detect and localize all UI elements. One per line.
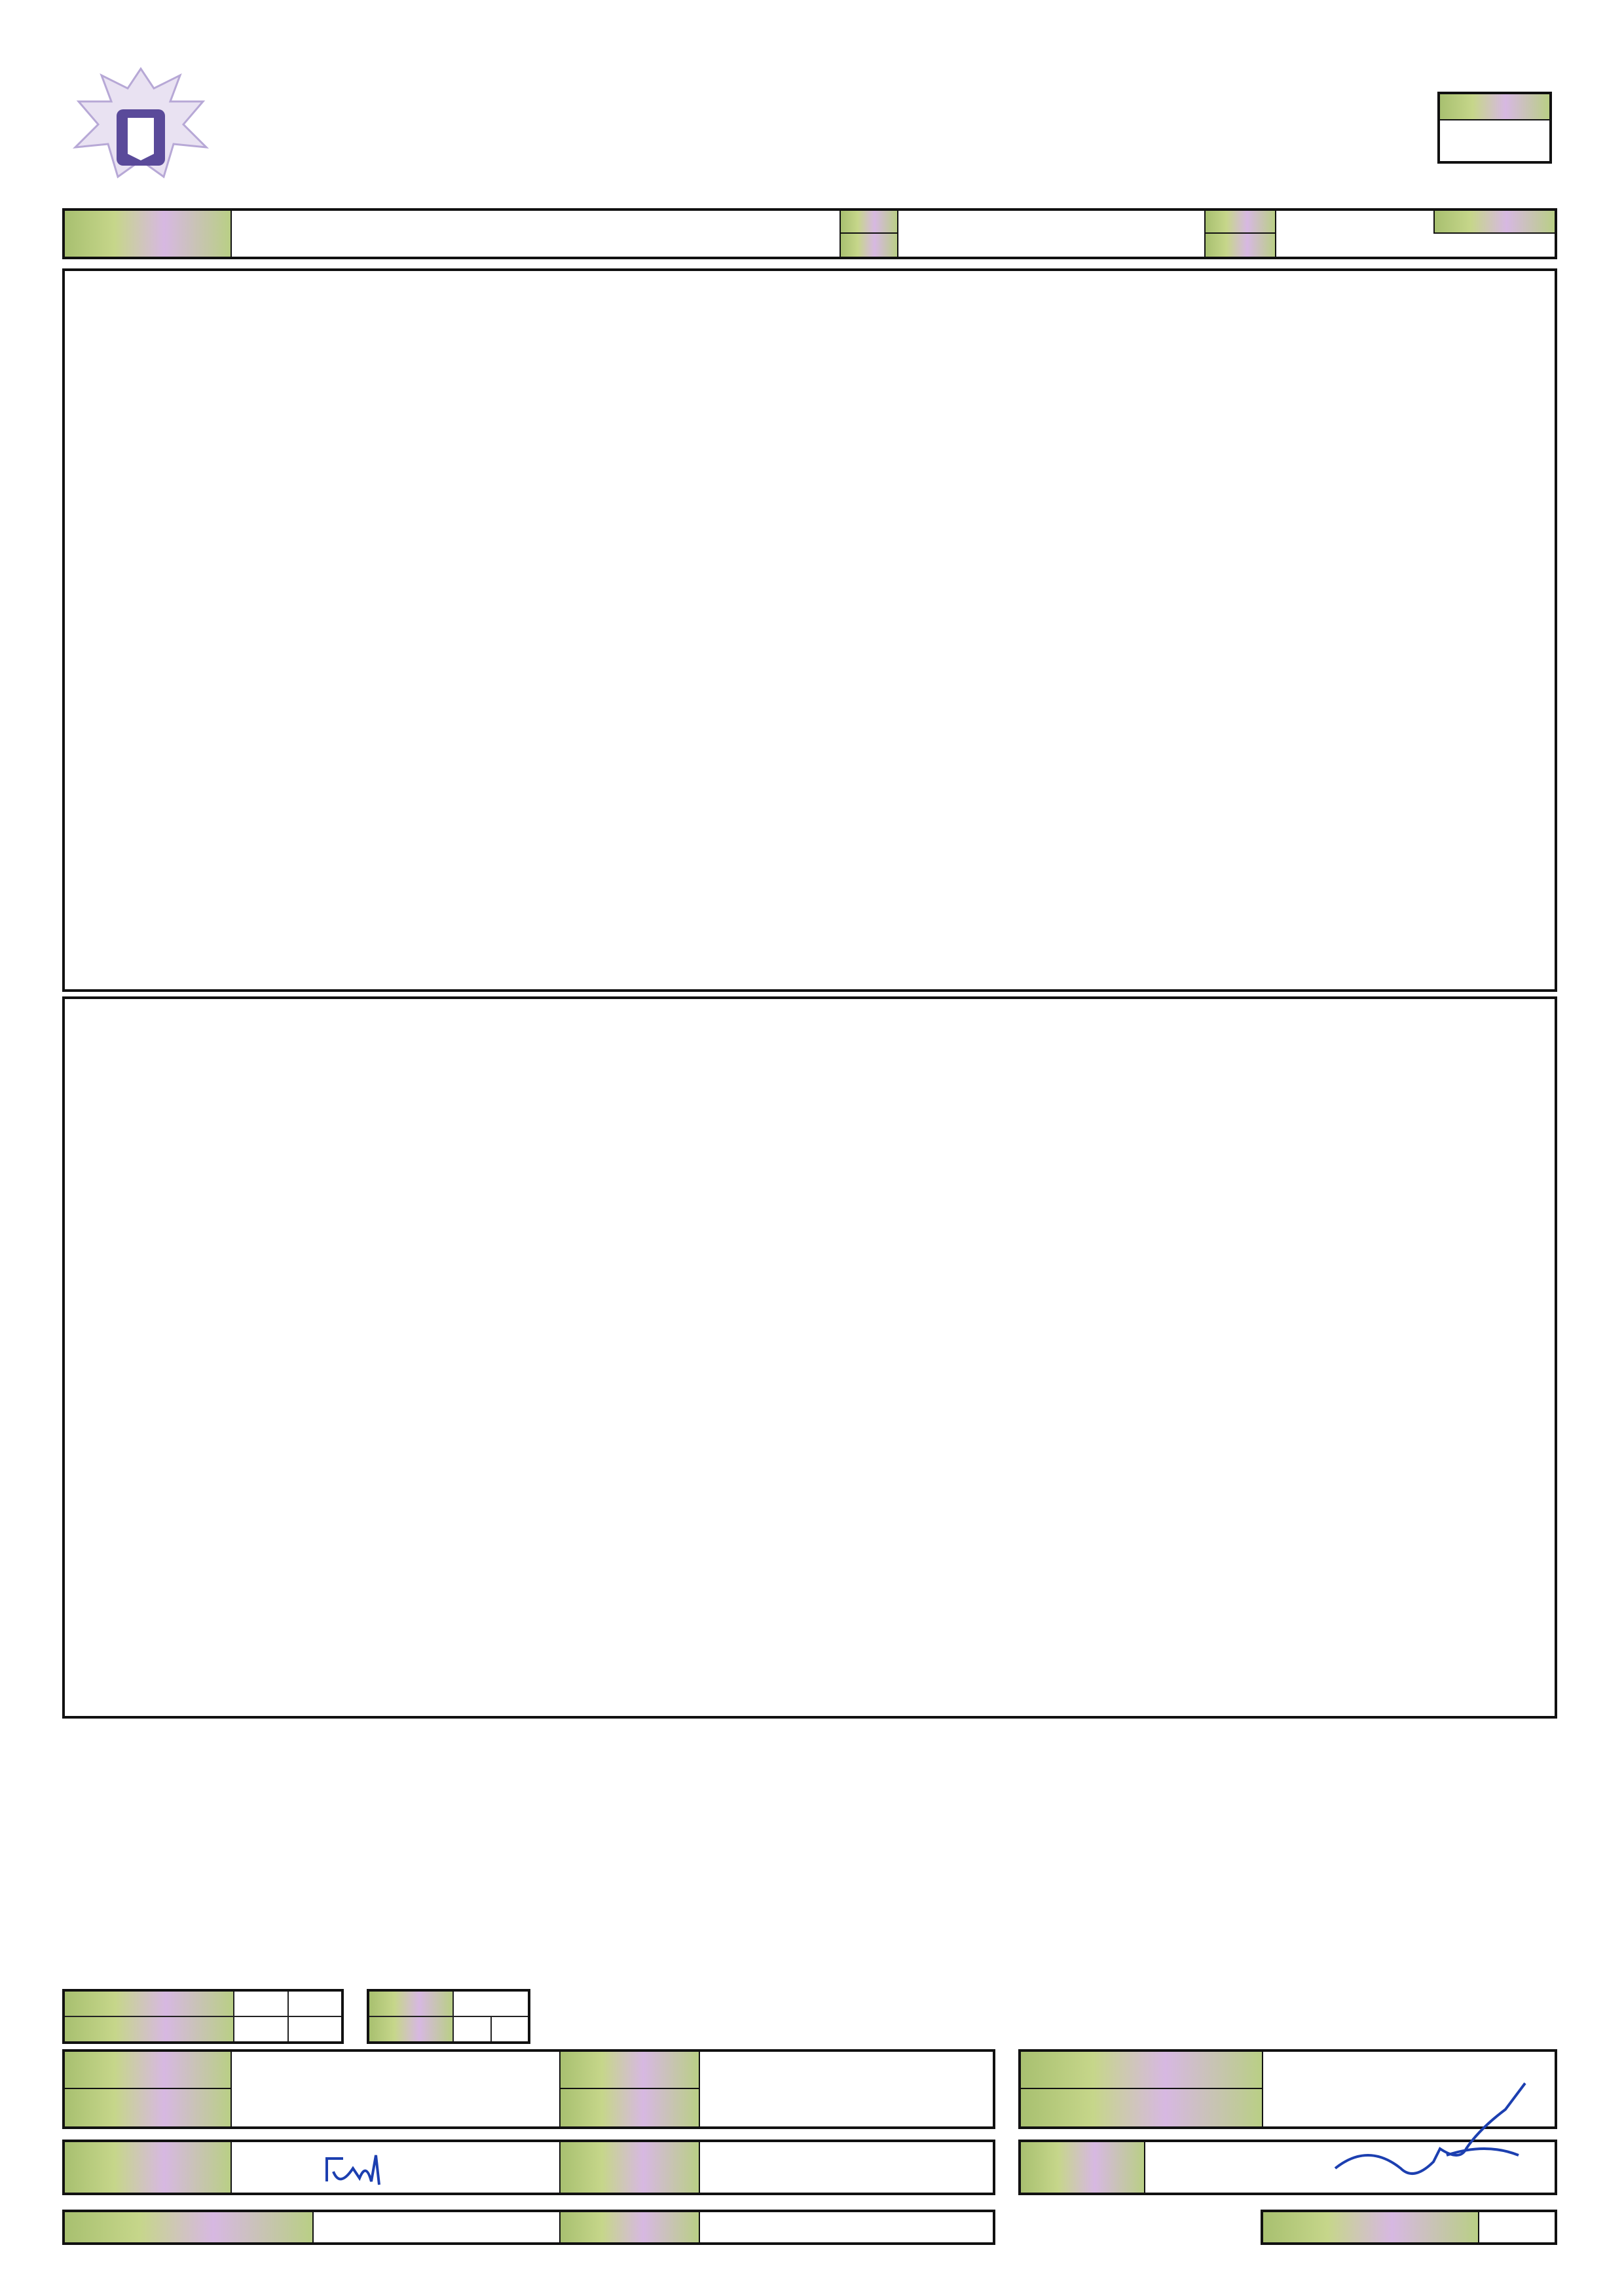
timeout-table bbox=[367, 1989, 530, 2044]
officials-box bbox=[62, 2049, 995, 2129]
sign-secretary-label bbox=[1021, 2142, 1145, 2193]
date-label bbox=[1204, 211, 1276, 234]
match-number-label bbox=[1440, 94, 1549, 120]
timeout-a-label bbox=[368, 1990, 453, 2016]
sign-main-ref-label bbox=[65, 2142, 232, 2193]
end-hours bbox=[234, 2016, 288, 2043]
sign-label bbox=[559, 2212, 700, 2242]
main-ref-signature bbox=[314, 2142, 445, 2195]
start-label bbox=[64, 1990, 234, 2016]
main-ref-label-1 bbox=[65, 2052, 232, 2089]
team-a-section bbox=[62, 268, 1557, 992]
spectators-label bbox=[1433, 211, 1555, 234]
team-b-section bbox=[62, 996, 1557, 1719]
time-label bbox=[1204, 234, 1276, 257]
end-label bbox=[64, 2016, 234, 2043]
main-ref-label-2 bbox=[65, 2089, 232, 2126]
end-minutes bbox=[288, 2016, 342, 2043]
sign-main-ref-label-2 bbox=[559, 2142, 700, 2193]
start-hours bbox=[234, 1990, 288, 2016]
match-time-table bbox=[62, 1989, 344, 2044]
city-label bbox=[840, 211, 898, 234]
start-minutes bbox=[288, 1990, 342, 2016]
match-number-box bbox=[1437, 92, 1552, 164]
line-ref-label-2 bbox=[559, 2089, 700, 2126]
info-bar bbox=[62, 208, 1557, 259]
remarks-label bbox=[1263, 2212, 1479, 2242]
timeout-b-label bbox=[368, 2016, 453, 2043]
inspector-label bbox=[1021, 2052, 1263, 2089]
timeout-b-minutes bbox=[453, 2016, 491, 2043]
competition-main-ref-label bbox=[65, 2212, 314, 2242]
arena-label bbox=[840, 234, 898, 257]
timeout-a-value bbox=[453, 1990, 529, 2016]
competition-label bbox=[65, 211, 232, 257]
secretary-signature bbox=[1329, 2070, 1538, 2201]
secretary-signature-box bbox=[1018, 2140, 1557, 2195]
timeout-b-seconds bbox=[491, 2016, 529, 2043]
competition-ref-box bbox=[62, 2210, 995, 2245]
secretary-label bbox=[1021, 2089, 1263, 2126]
remarks-box bbox=[1261, 2210, 1557, 2245]
main-ref-signature-box bbox=[62, 2140, 995, 2195]
line-ref-label-1 bbox=[559, 2052, 700, 2089]
logo bbox=[65, 62, 216, 203]
